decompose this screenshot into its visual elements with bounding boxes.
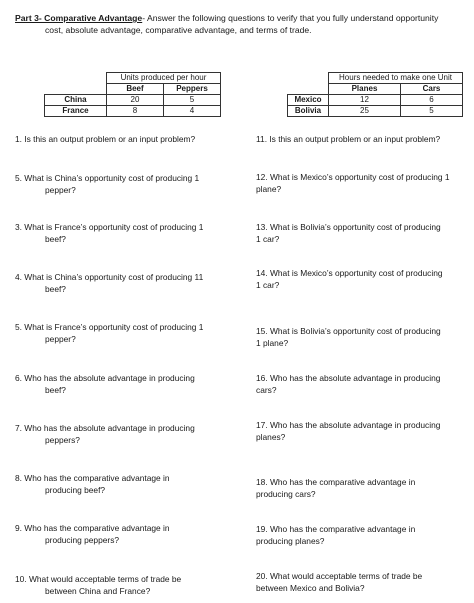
question-text: 16. Who has the absolute advantage in producing [256,373,441,383]
column-header: Peppers [164,84,221,95]
table-caption: Units produced per hour [107,73,221,84]
table-row [288,95,463,106]
question-text: 20. What would acceptable terms of trade be [256,571,423,581]
question-text: 19. Who has the comparative advantage in [256,524,416,534]
question-text: 5. What is China’s opportunity cost of producing 1 [15,173,200,183]
question-text-cont: cars? [256,385,277,395]
question-text: 18. Who has the comparative advantage in [256,477,416,487]
question-text: 10. What would acceptable terms of trade be [15,574,182,584]
question-text-cont: beef? [45,234,66,244]
row-header: France [45,106,107,117]
question-11 [256,133,466,145]
intro-text-2: cost, absolute advantage, comparative advantage, and terms of trade. [45,25,312,35]
table-row [45,106,221,117]
row-header: China [45,95,107,106]
question-1 [15,133,237,145]
question-text-cont: pepper? [45,334,76,344]
column-header: Planes [329,84,401,95]
question-text: 11. Is this an output problem or an input problem? [256,134,441,144]
intro-text-1: - Answer the following questions to verify that you fully understand opportunity [142,13,439,23]
question-9 [15,522,237,546]
question-12 [256,171,466,195]
question-5 [15,321,237,345]
question-20 [256,570,466,594]
question-text: 5. What is France’s opportunity cost of producing 1 [15,322,204,332]
table-cell: 25 [329,106,401,117]
table-cell: 12 [329,95,401,106]
question-text: 15. What is Bolivia’s opportunity cost of producing [256,326,441,336]
question-7 [15,422,237,446]
question-17 [256,419,466,443]
row-header: Mexico [288,95,329,106]
question-text-cont: plane? [256,184,282,194]
column-header: Beef [107,84,164,95]
table-cell: 20 [107,95,164,106]
question-13 [256,221,466,245]
hours-table-mexico-bolivia [287,72,463,117]
question-10 [15,573,237,597]
table-cell: 6 [401,95,463,106]
question-text-cont: producing peppers? [45,535,120,545]
question-18 [256,476,466,500]
question-text-cont: producing cars? [256,489,316,499]
question-16 [256,372,466,396]
question-text-cont: producing beef? [45,485,106,495]
table-caption: Hours needed to make one Unit [329,73,463,84]
question-19 [256,523,466,547]
question-text-cont: 1 car? [256,280,280,290]
header-line-1 [15,12,460,24]
question-text-cont: planes? [256,432,286,442]
row-header: Bolivia [288,106,329,117]
production-table-china-france [44,72,221,117]
question-3 [15,221,237,245]
table-cell: 5 [401,106,463,117]
table-cell: 5 [164,95,221,106]
table-cell: 8 [107,106,164,117]
question-text: 14. What is Mexico’s opportunity cost of producing [256,268,443,278]
question-text-cont: pepper? [45,185,76,195]
question-14 [256,267,466,291]
question-text: 9. Who has the comparative advantage in [15,523,170,533]
column-header: Cars [401,84,463,95]
question-6 [15,372,237,396]
question-15 [256,325,466,349]
question-text: 13. What is Bolivia’s opportunity cost of producing [256,222,441,232]
table-row [288,106,463,117]
question-text: 7. Who has the absolute advantage in producing [15,423,195,433]
question-text: 12. What is Mexico’s opportunity cost of producing 1 [256,172,450,182]
question-text-cont: between Mexico and Bolivia? [256,583,365,593]
question-text-cont: between China and France? [45,586,151,596]
question-text-cont: 1 plane? [256,338,289,348]
question-text: 17. Who has the absolute advantage in producing [256,420,441,430]
question-text-cont: peppers? [45,435,80,445]
question-text-cont: 1 car? [256,234,280,244]
question-4 [15,271,237,295]
table-cell: 4 [164,106,221,117]
worksheet-header [15,12,460,36]
part-title: Part 3- Comparative Advantage [15,13,143,23]
question-text-cont: producing planes? [256,536,325,546]
question-text: 8. Who has the comparative advantage in [15,473,170,483]
question-text-cont: beef? [45,385,66,395]
question-text: 3. What is France’s opportunity cost of producing 1 [15,222,204,232]
table-row [45,95,221,106]
question-2 [15,172,237,196]
question-text: 1. Is this an output problem or an input problem? [15,134,196,144]
question-8 [15,472,237,496]
question-text: 4. What is China’s opportunity cost of producing 11 [15,272,204,282]
question-text: 6. Who has the absolute advantage in producing [15,373,195,383]
question-text-cont: beef? [45,284,66,294]
